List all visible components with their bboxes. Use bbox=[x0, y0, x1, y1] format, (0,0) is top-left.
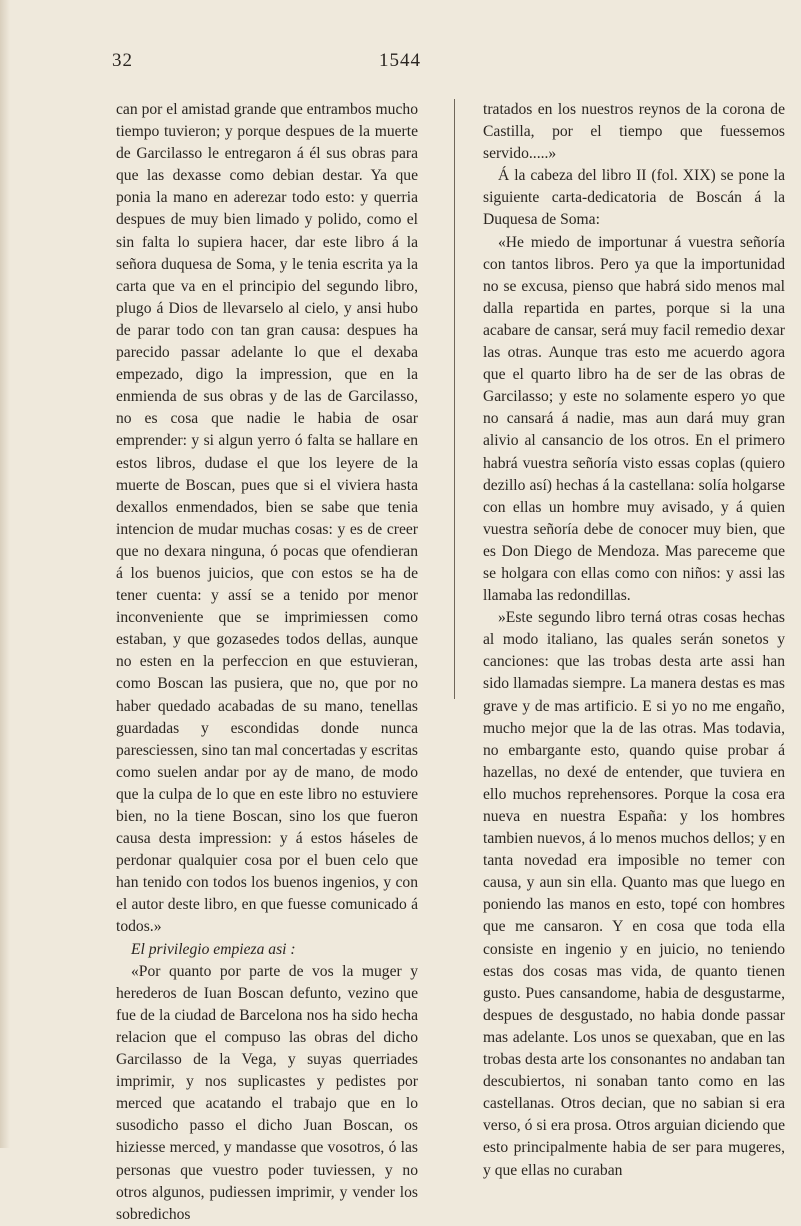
left-column bbox=[116, 99, 418, 1226]
right-paragraph-1: tratados en los nuestros reynos de la corona de Castilla, por el tiempo que fuessemos servido.....» bbox=[483, 101, 785, 163]
right-paragraph-3: «He miedo de importunar á vuestra señoría con tantos libros. Pero ya que la importunidad no se excusa, pienso que habrá sido menos mal dalla repartida en partes, porque si la una acabare de cansar, será muy facil remedio dexar las otras. Aunque tras esto me acuerdo agora que el quarto libro ha de ser de las obras de Garcilasso; y este no solamente espero yo que no cansará á nadie, mas aun dará muy gran alivio al cansancio de los otros. En el primero habrá vuestra señoría visto essas coplas (quiero dezillo así) hechas á la castellana: solía holgarse con ellas un hombre muy avisado, y á quien vuestra señoría debe de conocer muy bien, que es Don Diego de Mendoza. Mas pareceme que se holgara con ellas como con niños: y assi las llamaba las redondillas. bbox=[483, 233, 785, 605]
left-paragraph-2: «Por quanto por parte de vos la muger y herederos de Iuan Boscan defunto, vezino que fue de la ciudad de Barcelona nos ha sido hecha relacion que el compuso las obras del dicho Garcilasso de la Vega, y suyas querriades imprimir, y nos suplicastes y pedistes por merced que acatando el trabajo que en lo susodicho passo el dicho Juan Boscan, os hiziesse merced, y mandasse que vosotros, ó las personas que vuestro poder tuviessen, y no otros algunos, pudiessen imprimir, y vender los sobredichos bbox=[116, 962, 418, 1223]
page-edge bbox=[0, 0, 10, 1148]
right-paragraph-2: Á la cabeza del libro II (fol. XIX) se pone la siguiente carta-dedicatoria de Boscán á la Duquesa de Soma: bbox=[483, 167, 785, 229]
column-divider bbox=[454, 99, 455, 699]
page-number: 32 bbox=[112, 50, 133, 71]
right-paragraph-4: »Este segundo libro terná otras cosas hechas al modo italiano, las quales serán sonetos y canciones: que las trobas desta arte assi han sido llamadas siempre. La manera destas es mas grave y de mas artificio. E si yo no me engaño, mucho mejor que la de las otras. Mas todavia, no embargante esto, quando quise probar á hazellas, no dexé de entender, que tuviera en ello muchos reprehensores. Porque la cosa era nueva en nuestra España: y los hombres tambien nuevos, á lo menos muchos dellos; y en tanta novedad era imposible no temer con causa, y aun sin ella. Quanto mas que luego en poniendo las manos en esto, topé con hombres que me cansaron. Y en cosa que toda ella consiste en ingenio y en juicio, no teniendo estas dos cosas mas vida, de quanto tienen gusto. Pues cansandome, habia de desgustarme, despues de desgustado, no habia donde passar mas adelante. Los unos se quexaban, que en las trobas desta arte los consonantes no andaban tan descubiertos, ni sonaban tanto como en las castellanas. Otros decian, que no sabian si era verso, ó si era prosa. Otros arguian diciendo que esto principalmente habia de ser para mugeres, y que ellas no curaban bbox=[483, 609, 785, 1179]
page-header bbox=[0, 50, 801, 80]
privilege-heading bbox=[116, 939, 418, 961]
left-paragraph-1: can por el amistad grande que entrambos mucho tiempo tuvieron; y porque despues de la muerte de Garcilasso le entregaron á él sus obras para que las dexasse como debian destar. Ya que ponia la mano en aderezar todo esto: y querria despues de muy bien limado y polido, como el sin falta lo supiera hacer, dar este libro á la señora duquesa de Soma, y le tenia escrita ya la carta que va en el principio del segundo libro, plugo á Dios de llevarselo al cielo, y ansi hubo de parar todo con tan gran causa: despues ha parecido passar adelante lo que el dexaba empezado, digo la impression, que en la enmienda de sus obras y de las de Garcilasso, no es cosa que nadie le habia de osar emprender: y si algun yerro ó falta se hallare en estos libros, dudase el que los leyere de la muerte de Boscan, pues que si el viviera hasta dexallos enmendados, bien se sabe que tenia intencion de mudar muchas cosas: y es de creer que no dexara ninguna, ó pocas que ofendieran á los buenos juicios, que con estos se ha de tener cuenta: y assí se a tenido por menor inconveniente que se imprimiessen como estaban, y que gozasedes todos dellas, aunque no esten en la perfeccion en que estuvieran, como Boscan las pusiera, que no, que por no haber quedado acabadas de su mano, tenellas guardadas y escondidas donde nunca paresciessen, sino tan mal concertadas y escritas como suelen andar por ay de mano, de modo que la culpa de lo que en este libro no estuviere bien, no la tiene Boscan, sino los que fueron causa desta impression: y á estos háseles de perdonar qualquier cosa por el buen celo que han tenido con todos los buenos ingenios, y con el autor deste libro, en que fuesse comunicado á todos.» bbox=[116, 101, 418, 936]
page-year: 1544 bbox=[379, 50, 421, 71]
right-column bbox=[483, 99, 785, 1182]
privilege-heading-text: El privilegio empieza asi : bbox=[131, 940, 296, 958]
